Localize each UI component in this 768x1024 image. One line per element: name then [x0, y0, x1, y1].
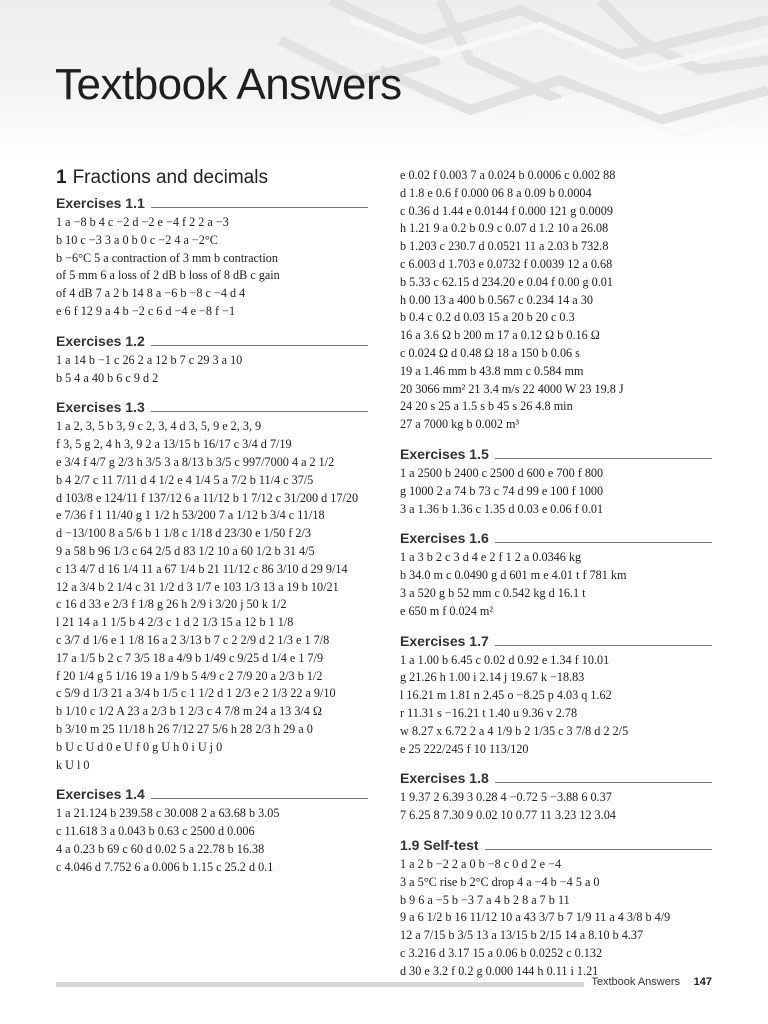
- exercise-heading-text: Exercises 1.5: [400, 445, 489, 462]
- answer-line: b 5.33 c 62.15 d 234.20 e 0.04 f 0.00 g 0.01: [400, 274, 613, 289]
- answer-line: e 7/36 f 1 11/40 g 1 1/2 h 53/200 7 a 1/12 b 3/4 c 11/18: [56, 508, 325, 523]
- exercise-heading: [56, 399, 368, 415]
- exercise-section: [400, 446, 712, 518]
- exercise-heading: [56, 195, 368, 211]
- exercise-heading: [400, 446, 712, 462]
- answer-line: b 1/10 c 1/2 A 23 a 2/3 b 1 2/3 c 4 7/8 m 24 a 13 3/4 Ω: [56, 704, 322, 719]
- exercise-section: [400, 770, 712, 825]
- answer-line: f 20 1/4 g 5 1/16 19 a 1/9 b 5 4/9 c 2 7/9 20 a 2/3 b 1/2: [56, 668, 323, 683]
- heading-rule: [495, 782, 712, 783]
- answer-line: w 8.27 x 6.72 2 a 4 1/9 b 2 1/35 c 3 7/8 d 2 2/5: [400, 723, 629, 738]
- answer-line: 19 a 1.46 mm b 43.8 mm c 0.584 mm: [400, 363, 584, 378]
- answer-line: c 5/9 d 1/3 21 a 3/4 b 1/5 c 1 1/2 d 1 2/3 e 2 1/3 22 a 9/10: [56, 686, 336, 701]
- answer-line: b 10 c −3 3 a 0 b 0 c −2 4 a −2°C: [56, 232, 218, 247]
- footer-label: Textbook Answers: [591, 976, 680, 988]
- answer-line: b 9 6 a −5 b −3 7 a 4 b 2 8 a 7 b 11: [400, 892, 570, 907]
- exercise-heading: [400, 837, 712, 853]
- exercise-section: [400, 530, 712, 620]
- answer-line: 3 a 5°C rise b 2°C drop 4 a −4 b −4 5 a 0: [400, 874, 600, 889]
- exercise-heading-text: Exercises 1.7: [400, 632, 489, 649]
- answer-line: 3 a 520 g b 52 mm c 0.542 kg d 16.1 t: [400, 585, 586, 600]
- page-number: 147: [693, 976, 712, 988]
- answer-line: 7 6.25 8 7.30 9 0.02 10 0.77 11 3.23 12 3.04: [400, 808, 616, 823]
- answer-line: 12 a 3/4 b 2 1/4 c 31 1/2 d 3 1/7 e 103 1/3 13 a 19 b 10/21: [56, 579, 339, 594]
- answer-line: 12 a 7/15 b 3/5 13 a 13/15 b 2/15 14 a 8.10 b 4.37: [400, 928, 644, 943]
- answer-line: 1 9.37 2 6.39 3 0.28 4 −0.72 5 −3.88 6 0.37: [400, 790, 612, 805]
- answer-line: d −13/100 8 a 5/6 b 1 1/8 c 1/18 d 23/30 e 1/50 f 2/3: [56, 526, 312, 541]
- answer-line: b 5 4 a 40 b 6 c 9 d 2: [56, 370, 159, 385]
- left-sections: [56, 195, 368, 877]
- exercise-section: [56, 333, 368, 388]
- answer-line: g 21.26 h 1.00 i 2.14 j 19.67 k −18.83: [400, 670, 585, 685]
- answer-line: k U l 0: [56, 757, 90, 772]
- chapter-title: Fractions and decimals: [72, 167, 268, 188]
- answer-line: e 6 f 12 9 a 4 b −2 c 6 d −4 e −8 f −1: [56, 303, 236, 318]
- answer-line: 1 a 3 b 2 c 3 d 4 e 2 f 1 2 a 0.0346 kg: [400, 550, 582, 565]
- answer-line: l 16.21 m 1.81 n 2.45 o −8.25 p 4.03 q 1.62: [400, 688, 612, 703]
- answer-line: c 13 4/7 d 16 1/4 11 a 67 1/4 b 21 11/12 c 86 3/10 d 29 9/14: [56, 561, 348, 576]
- answer-line: 9 a 6 1/2 b 16 11/12 10 a 43 3/7 b 7 1/9 11 a 4 3/8 b 4/9: [400, 910, 671, 925]
- answer-line: e 25 222/245 f 10 113/120: [400, 741, 529, 756]
- answer-line: 1 a 2, 3, 5 b 3, 9 c 2, 3, 4 d 3, 5, 9 e 2, 3, 9: [56, 419, 262, 434]
- exercise-heading-text: Exercises 1.1: [56, 195, 145, 211]
- answer-line: b 4 2/7 c 11 7/11 d 4 1/2 e 4 1/4 5 a 7/2 b 11/4 c 37/5: [56, 472, 314, 487]
- exercise-heading-text: Exercises 1.2: [56, 332, 145, 349]
- answer-line: d 1.8 e 0.6 f 0.000 06 8 a 0.09 b 0.0004: [400, 185, 592, 200]
- exercise-heading-text: Exercises 1.6: [400, 530, 489, 547]
- exercise-section: [400, 837, 712, 981]
- answer-line: 1 a 21.124 b 239.58 c 30.008 2 a 63.68 b 3.05: [56, 806, 280, 821]
- answer-line: c 4.046 d 7.752 6 a 0.006 b 1.15 c 25.2 d 0.1: [56, 859, 274, 874]
- answer-line: c 3.216 d 3.17 15 a 0.06 b 0.0252 c 0.132: [400, 945, 603, 960]
- answer-line: e 3/4 f 4/7 g 2/3 h 3/5 3 a 8/13 b 3/5 c 997/7000 4 a 2 1/2: [56, 454, 335, 469]
- answer-line: 1 a −8 b 4 c −2 d −2 e −4 f 2 2 a −3: [56, 215, 229, 229]
- heading-rule: [485, 849, 712, 850]
- answer-line: c 0.024 Ω d 0.48 Ω 18 a 150 b 0.06 s: [400, 345, 580, 360]
- exercise-section: [56, 195, 368, 321]
- answer-line: d 103/8 e 124/11 f 137/12 6 a 11/12 b 1 7/12 c 31/200 d 17/20: [56, 490, 359, 505]
- answer-line: 16 a 3.6 Ω b 200 m 17 a 0.12 Ω b 0.16 Ω: [400, 328, 600, 343]
- answer-line: of 4 dB 7 a 2 b 14 8 a −6 b −8 c −4 d 4: [56, 286, 246, 301]
- answer-line: c 6.003 d 1.703 e 0.0732 f 0.0039 12 a 0.68: [400, 256, 613, 271]
- answer-line: 1 a 1.00 b 6.45 c 0.02 d 0.92 e 1.34 f 10.01: [400, 652, 610, 667]
- answer-line: 1 a 2 b −2 2 a 0 b −8 c 0 d 2 e −4: [400, 856, 562, 871]
- exercise-heading: [400, 770, 712, 786]
- answer-line: of 5 mm 6 a loss of 2 dB b loss of 8 dB c gain: [56, 268, 280, 283]
- answer-line: 9 a 58 b 96 1/3 c 64 2/5 d 83 1/2 10 a 60 1/2 b 31 4/5: [56, 543, 315, 558]
- answer-line: b U c U d 0 e U f 0 g U h 0 i U j 0: [56, 739, 223, 754]
- answer-line: 1 a 2500 b 2400 c 2500 d 600 e 700 f 800: [400, 465, 604, 480]
- answer-line: g 1000 2 a 74 b 73 c 74 d 99 e 100 f 1000: [400, 483, 604, 498]
- exercise-section: [56, 786, 368, 876]
- exercise-heading-text: Exercises 1.8: [400, 770, 489, 787]
- answer-line: 20 3066 mm² 21 3.4 m/s 22 4000 W 23 19.8 J: [400, 381, 624, 396]
- heading-rule: [495, 458, 712, 459]
- left-column: [56, 167, 368, 889]
- answer-line: b 1.203 c 230.7 d 0.0521 11 a 2.03 b 732.8: [400, 239, 609, 254]
- answer-line: c 11.618 3 a 0.043 b 0.63 c 2500 d 0.006: [56, 824, 255, 839]
- chapter-number: 1: [56, 167, 67, 188]
- answer-line: e 650 m f 0.024 m²: [400, 603, 494, 618]
- answer-line: c 3/7 d 1/6 e 1 1/8 16 a 2 3/13 b 7 c 2 2/9 d 2 1/3 e 1 7/8: [56, 632, 330, 647]
- page-title: Textbook Answers: [55, 60, 402, 109]
- answer-line: c 0.36 d 1.44 e 0.0144 f 0.000 121 g 0.0009: [400, 203, 613, 218]
- heading-rule: [495, 542, 712, 543]
- answer-line: c 16 d 33 e 2/3 f 1/8 g 26 h 2/9 i 3/20 j 50 k 1/2: [56, 597, 287, 612]
- answer-line: b 0.4 c 0.2 d 0.03 15 a 20 b 20 c 0.3: [400, 310, 575, 325]
- answer-line: e 0.02 f 0.003 7 a 0.024 b 0.0006 c 0.002 88: [400, 168, 616, 182]
- heading-rule: [495, 645, 712, 646]
- right-sections: [400, 446, 712, 981]
- chapter-heading: [56, 167, 368, 189]
- answer-line: f 3, 5 g 2, 4 h 3, 9 2 a 13/15 b 16/17 c 3/4 d 7/19: [56, 437, 292, 452]
- answer-line: b 3/10 m 25 11/18 h 26 7/12 27 5/6 h 28 2/3 h 29 a 0: [56, 721, 313, 736]
- answer-line: h 0.00 13 a 400 b 0.567 c 0.234 14 a 30: [400, 292, 593, 307]
- answer-line: l 21 14 a 1 1/5 b 4 2/3 c 1 d 2 1/3 15 a 12 b 1 1/8: [56, 615, 294, 630]
- exercise-section: [400, 633, 712, 759]
- heading-rule: [151, 411, 368, 412]
- answer-line: 24 20 s 25 a 1.5 s b 45 s 26 4.8 min: [400, 399, 573, 414]
- answer-line: h 1.21 9 a 0.2 b 0.9 c 0.07 d 1.2 10 a 26.08: [400, 221, 609, 236]
- answer-line: r 11.31 s −16.21 t 1.40 u 9.36 v 2.78: [400, 705, 578, 720]
- answer-line: 1 a 14 b −1 c 26 2 a 12 b 7 c 29 3 a 10: [56, 352, 243, 367]
- answer-line: d 30 e 3.2 f 0.2 g 0.000 144 h 0.11 i 1.21: [400, 963, 599, 978]
- answer-line: 4 a 0.23 b 69 c 60 d 0.02 5 a 22.78 b 16.38: [56, 841, 265, 856]
- answer-line: b −6°C 5 a contraction of 3 mm b contraction: [56, 250, 278, 265]
- section-1-4-continued: [400, 167, 712, 434]
- exercise-heading-text: 1.9 Self-test: [400, 836, 479, 853]
- heading-rule: [151, 798, 368, 799]
- answer-line: 3 a 1.36 b 1.36 c 1.35 d 0.03 e 0.06 f 0.01: [400, 501, 604, 516]
- right-column: [400, 167, 712, 992]
- heading-rule: [151, 207, 368, 208]
- exercise-section: [56, 399, 368, 774]
- exercise-heading-text: Exercises 1.4: [56, 786, 145, 803]
- exercise-heading: [400, 530, 712, 546]
- exercise-heading: [56, 786, 368, 802]
- exercise-heading: [56, 333, 368, 349]
- exercise-heading: [400, 633, 712, 649]
- exercise-heading-text: Exercises 1.3: [56, 399, 145, 416]
- footer-bar: [56, 982, 584, 987]
- page-footer: [56, 976, 712, 992]
- answer-line: b 34.0 m c 0.0490 g d 601 m e 4.01 t f 781 km: [400, 568, 627, 583]
- answer-line: 17 a 1/5 b 2 c 7 3/5 18 a 4/9 b 1/49 c 9/25 d 1/4 e 1 7/9: [56, 650, 324, 665]
- heading-rule: [151, 345, 368, 346]
- answer-line: 27 a 7000 kg b 0.002 m³: [400, 417, 520, 432]
